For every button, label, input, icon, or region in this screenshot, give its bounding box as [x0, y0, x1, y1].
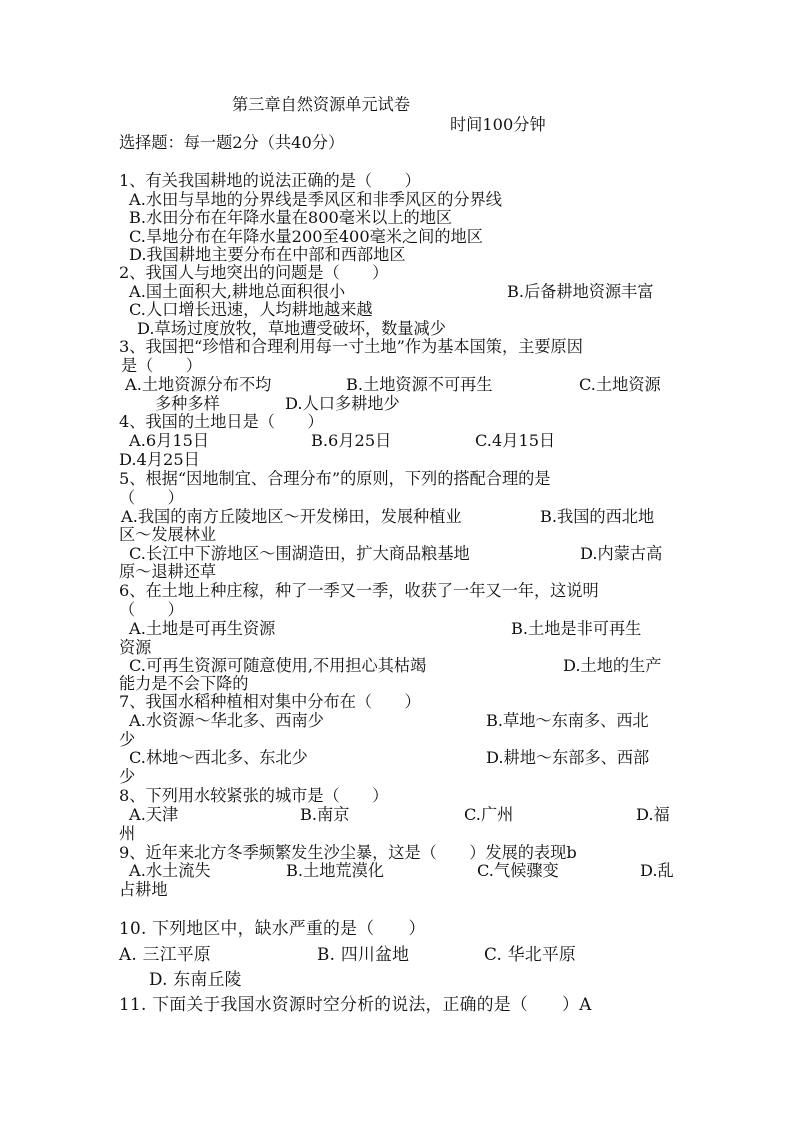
exam-time: 时间100分钟 — [450, 115, 546, 134]
q5-option-d: D.内蒙古高 — [580, 544, 663, 563]
q3-option-a: A.土地资源分布不均 — [125, 375, 272, 394]
q8-option-c: C.广州 — [464, 805, 514, 824]
q8-option-d: D.福 — [636, 805, 670, 824]
q7-option-d-cont: 少 — [119, 767, 136, 786]
q3-option-b: B.土地资源不可再生 — [346, 375, 493, 394]
q6-option-d-cont: 能力是不会下降的 — [119, 674, 249, 693]
q4-option-d: D.4月25日 — [119, 450, 200, 469]
q3-option-d: D.人口多耕地少 — [285, 394, 400, 413]
q1-option-a: A.水田与旱地的分界线是季风区和非季风区的分界线 — [129, 190, 502, 209]
q3-option-c-cont: 多种多样 — [155, 394, 220, 413]
q9-option-d: D.乱 — [640, 861, 674, 880]
question-3: 3、我国把“珍惜和合理利用每一寸土地”作为基本国策，主要原因 — [119, 337, 583, 356]
q10-option-a: A. 三江平原 — [119, 944, 212, 964]
q6-option-c: C.可再生资源可随意使用,不用担心其枯竭 — [129, 656, 427, 675]
q5-option-c: C.长江中下游地区～围湖造田，扩大商品粮基地 — [129, 544, 470, 563]
q10-option-d: D. 东南丘陵 — [149, 969, 242, 989]
q8-option-a: A.天津 — [129, 805, 179, 824]
question-10: 10. 下列地区中，缺水严重的是（ ） — [119, 918, 426, 938]
q9-option-b: B.土地荒漠化 — [286, 861, 384, 880]
q5-option-a: A.我国的南方丘陵地区～开发梯田，发展种植业 — [121, 507, 462, 526]
q2-option-c: C.人口增长迅速，人均耕地越来越 — [129, 300, 373, 319]
q1-option-b: B.水田分布在年降水量在800毫米以上的地区 — [129, 208, 453, 227]
question-5: 5、根据“因地制宜、合理分布”的原则，下列的搭配合理的是 — [119, 469, 551, 488]
q6-option-b: B.土地是非可再生 — [511, 619, 642, 638]
q7-option-b-cont: 少 — [119, 730, 136, 749]
question-1: 1、有关我国耕地的说法正确的是（ ） — [119, 171, 421, 190]
q5-option-b-cont: 区～发展林业 — [119, 525, 217, 544]
q9-option-a: A.水土流失 — [129, 861, 211, 880]
question-9: 9、近年来北方冬季频繁发生沙尘暴，这是（ ）发展的表现b — [119, 843, 577, 862]
question-6: 6、在土地上种庄稼，种了一季又一季，收获了一年又一年，这说明 — [119, 581, 599, 600]
q7-option-d: D.耕地～东部多、西部 — [486, 748, 650, 767]
q7-option-b: B.草地～东南多、西北 — [486, 711, 649, 730]
q2-option-b: B.后备耕地资源丰富 — [507, 282, 654, 301]
exam-title: 第三章自然资源单元试卷 — [232, 95, 411, 114]
q5-option-d-cont: 原～退耕还草 — [119, 562, 217, 581]
section-heading: 选择题：每一题2分（共40分） — [119, 133, 345, 152]
q2-option-d: D.草场过度放牧，草地遭受破坏，数量减少 — [137, 319, 446, 338]
q6-option-d: D.土地的生产 — [563, 656, 662, 675]
question-6-cont: （ ） — [119, 600, 184, 619]
q7-option-a: A.水资源～华北多、西南少 — [129, 711, 324, 730]
q4-option-b: B.6月25日 — [311, 431, 392, 450]
q8-option-b: B.南京 — [300, 805, 350, 824]
question-5-cont: （ ） — [119, 488, 184, 507]
question-3-cont: 是（ ） — [121, 356, 202, 375]
question-2: 2、我国人与地突出的问题是（ ） — [119, 263, 389, 282]
q8-option-d-cont: 州 — [119, 824, 136, 843]
q6-option-b-cont: 资源 — [119, 638, 152, 657]
question-7: 7、我国水稻种植相对集中分布在（ ） — [119, 692, 421, 711]
q7-option-c: C.林地～西北多、东北少 — [129, 748, 308, 767]
question-4: 4、我国的土地日是（ ） — [119, 412, 324, 431]
q10-option-c: C. 华北平原 — [484, 944, 577, 964]
q9-option-d-cont: 占耕地 — [119, 880, 168, 899]
q5-option-b: B.我国的西北地 — [540, 507, 655, 526]
q1-option-d: D.我国耕地主要分布在中部和西部地区 — [129, 245, 406, 264]
q3-option-c: C.土地资源 — [579, 375, 661, 394]
q9-option-c: C.气候骤变 — [477, 861, 559, 880]
q6-option-a: A.土地是可再生资源 — [129, 619, 276, 638]
q4-option-a: A.6月15日 — [129, 431, 210, 450]
q4-option-c: C.4月15日 — [475, 431, 556, 450]
q1-option-c: C.旱地分布在年降水量200至400毫米之间的地区 — [129, 227, 483, 246]
q10-option-b: B. 四川盆地 — [317, 944, 410, 964]
question-8: 8、下列用水较紧张的城市是（ ） — [119, 786, 389, 805]
question-11: 11. 下面关于我国水资源时空分析的说法，正确的是（ ）A — [119, 994, 592, 1014]
q2-option-a: A.国土面积大,耕地总面积很小 — [129, 282, 346, 301]
